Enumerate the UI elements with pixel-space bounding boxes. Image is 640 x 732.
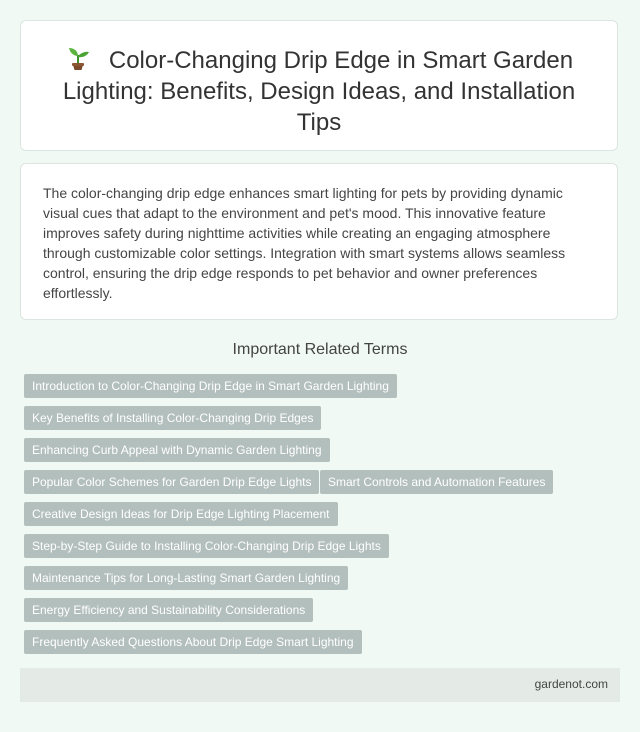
related-term-tag[interactable]: Step-by-Step Guide to Installing Color-Changing Drip Edge Lights [24,534,389,558]
related-term-tag[interactable]: Smart Controls and Automation Features [320,470,553,494]
page-title-text: Color-Changing Drip Edge in Smart Garden Lighting: Benefits, Design Ideas, and Installation Tips [62,47,576,136]
sprout-icon [65,46,91,70]
related-term-tag[interactable]: Key Benefits of Installing Color-Changing Drip Edges [24,406,321,430]
summary-text: The color-changing drip edge enhances smart lighting for pets by providing dynamic visual cues that adapt to the environment and pet's mood. This innovative feature improves safety during nighttime activities while creating an engaging atmosphere through customizable color settings. Integration with smart systems allows seamless control, ensuring the drip edge responds to pet behavior and owner preferences effortlessly. [43,185,566,301]
summary-card [20,163,618,320]
page-title [21,21,617,138]
footer-site-link[interactable]: gardenot.com [534,677,608,691]
related-term-tag[interactable]: Popular Color Schemes for Garden Drip Edge Lights [24,470,319,494]
title-card [20,20,618,151]
footer [20,668,620,702]
related-term-tag[interactable]: Maintenance Tips for Long-Lasting Smart Garden Lighting [24,566,348,590]
related-term-tag[interactable]: Enhancing Curb Appeal with Dynamic Garden Lighting [24,438,330,462]
related-term-tag[interactable]: Frequently Asked Questions About Drip Edge Smart Lighting [24,630,362,654]
related-term-tag[interactable]: Introduction to Color-Changing Drip Edge in Smart Garden Lighting [24,374,397,398]
related-terms-heading: Important Related Terms [232,341,408,358]
related-term-tag[interactable]: Creative Design Ideas for Drip Edge Lighting Placement [24,502,338,526]
related-term-tag[interactable]: Energy Efficiency and Sustainability Considerations [24,598,313,622]
